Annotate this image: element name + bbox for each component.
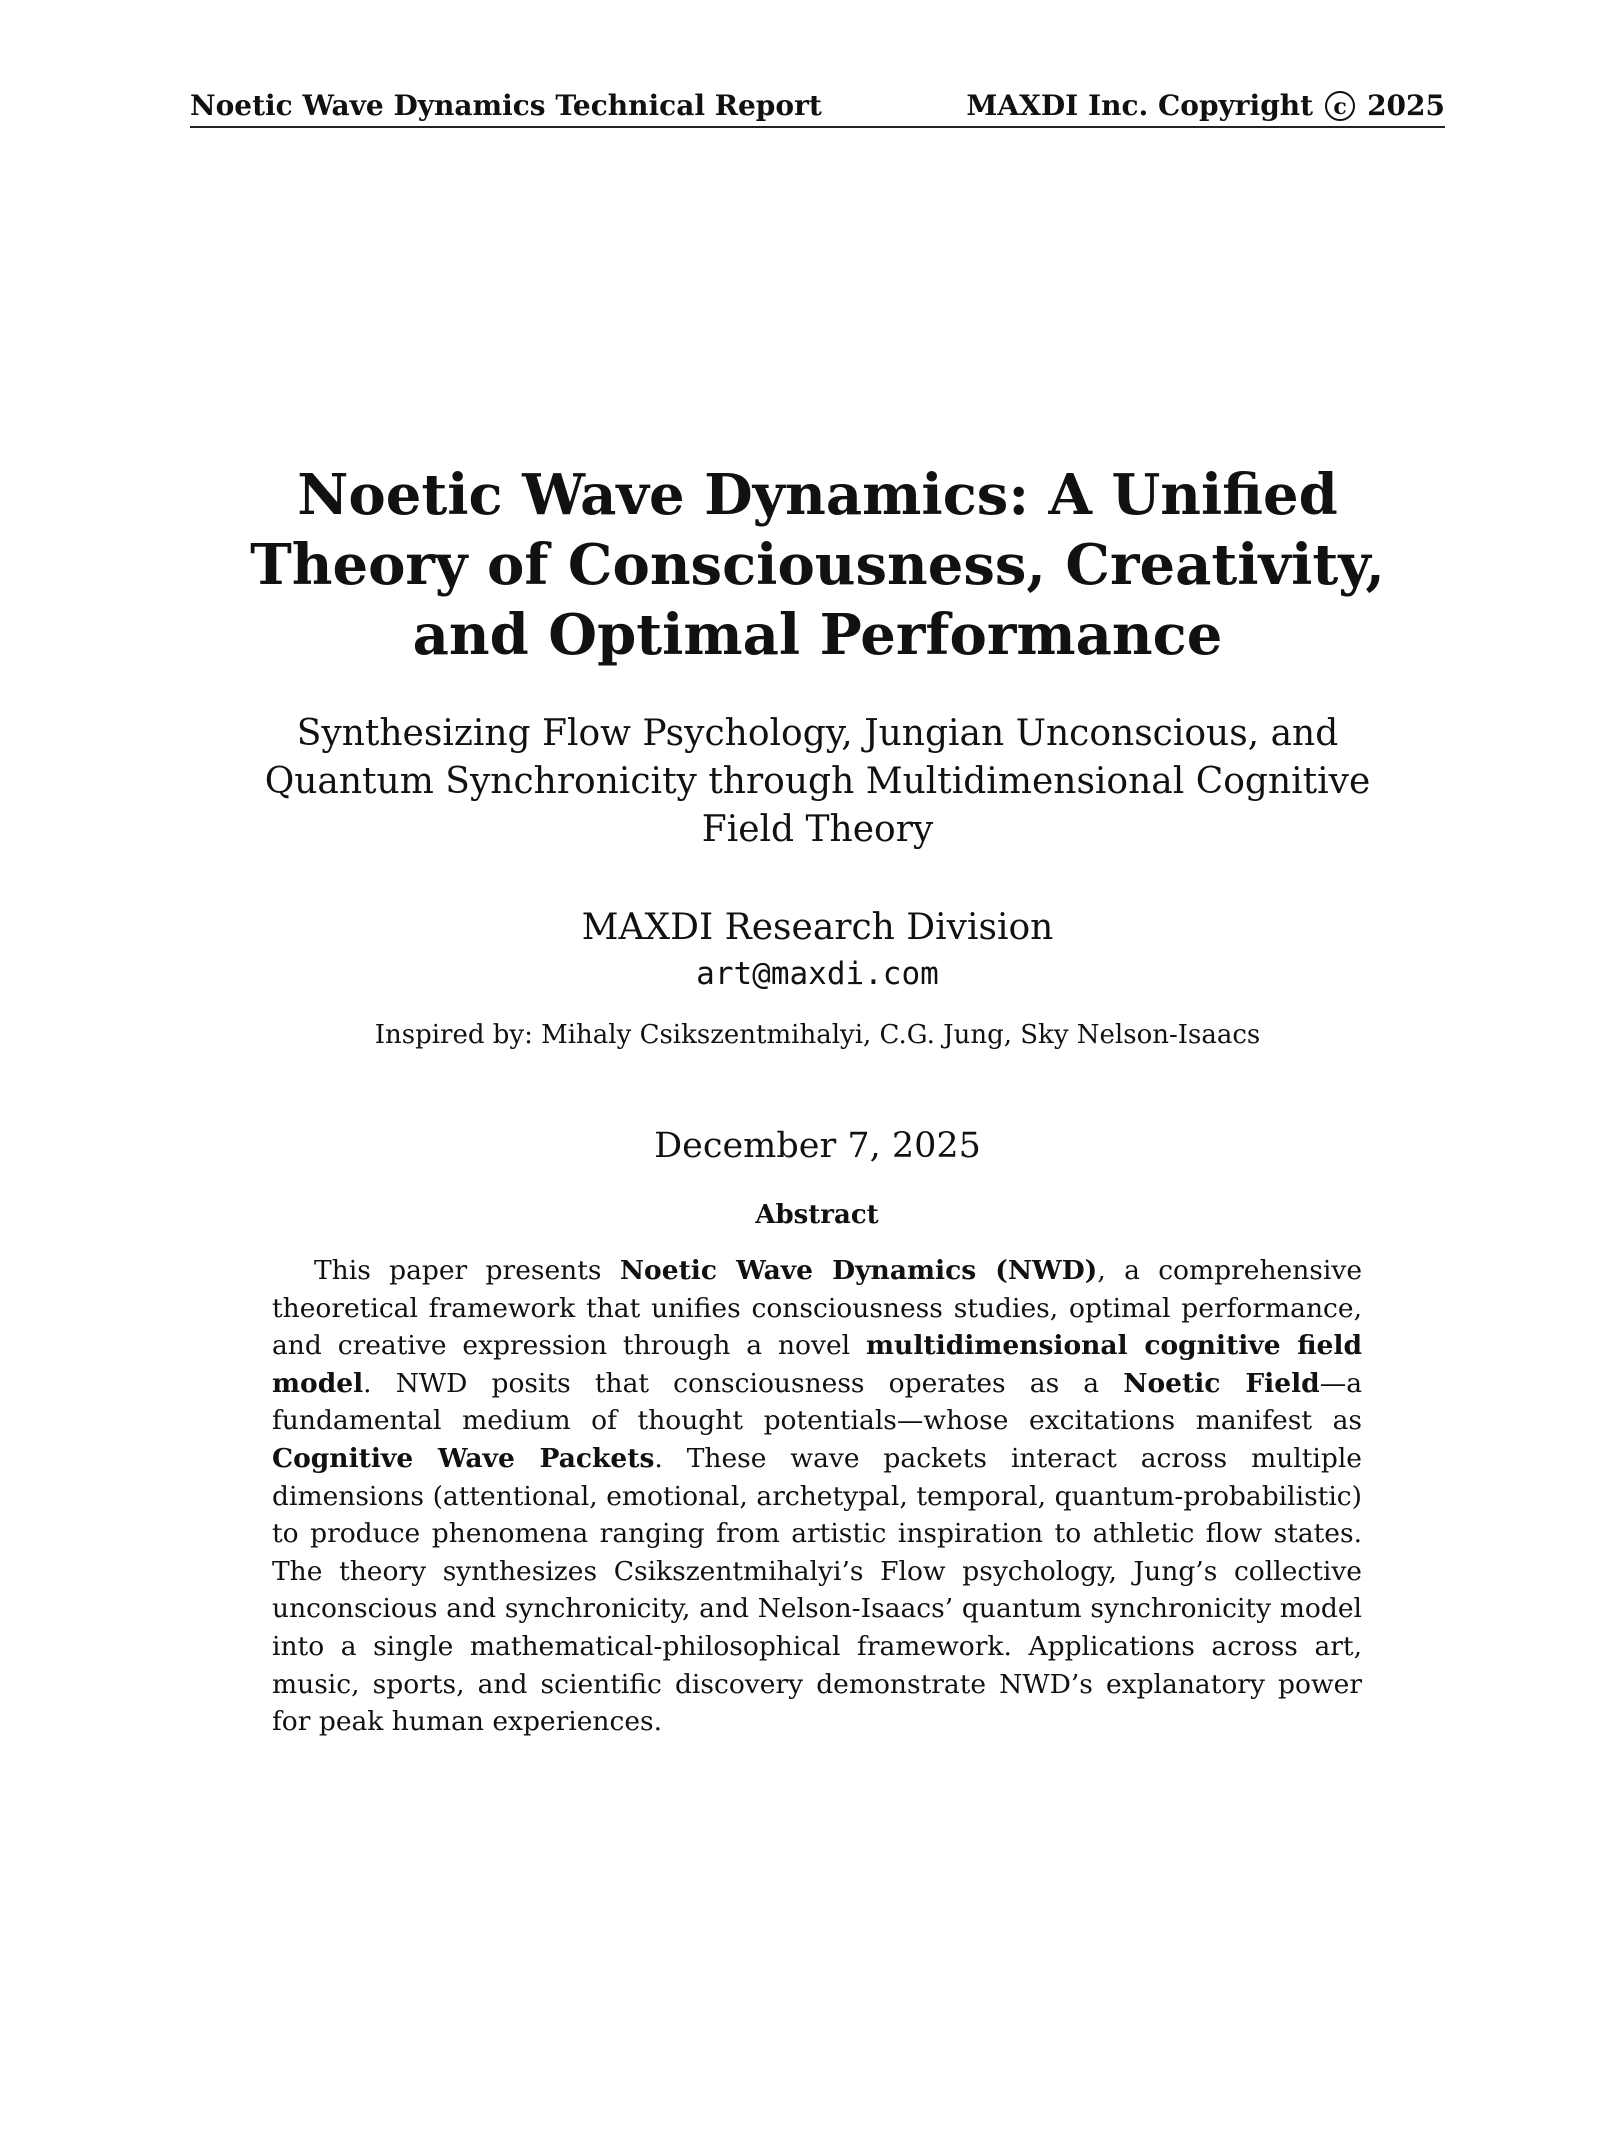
- header-copyright: [966, 90, 1445, 122]
- header-year: 2025: [1367, 89, 1445, 122]
- abstract-text-5: . These wave packets interact across multiple dimensions (attentional, emotional, archetypal, temporal, quantum-probabilistic) to produce phenomena ranging from artistic inspiration to athletic flow states. The theory synthesizes Csikszentmihalyi’s Flow psychology, Jung’s collective unconscious and synchronicity, and Nelson-Isaacs’ quantum synchronicity model into a single mathematical-philosophical framework. Applications across art, music, sports, and scientific discovery demonstrate NWD’s explanatory power for peak human experiences.: [272, 1442, 1362, 1738]
- paper-subtitle: Synthesizing Flow Psychology, Jungian Unconscious, and Quantum Synchronicity through Multidimensional Cognitive Field Theory: [264, 713, 1371, 850]
- abstract-text-1: This paper presents: [314, 1255, 620, 1286]
- running-header: [190, 84, 1445, 128]
- abstract-term-nwd: Noetic Wave Dynamics (NWD): [619, 1255, 1098, 1286]
- abstract-text-4: —a fundamental medium of thought potentials—whose excitations manifest as: [272, 1367, 1362, 1437]
- header-company: MAXDI Inc. Copyright: [966, 89, 1314, 122]
- author: MAXDI Research Division: [581, 907, 1054, 948]
- abstract-text-3: . NWD posits that consciousness operates as a: [363, 1367, 1124, 1399]
- abstract-body: [272, 1252, 1362, 1741]
- abstract-text-2: , a comprehensive theoretical framework that unifies consciousness studies, optimal performance, and creative expression through a novel: [272, 1255, 1362, 1362]
- abstract-heading: Abstract: [755, 1200, 879, 1230]
- abstract: [272, 1198, 1362, 1741]
- paper-title: Noetic Wave Dynamics: A Unified Theory of Consciousness, Creativity, and Optimal Performance: [250, 462, 1385, 668]
- abstract-term-field-model: multidimensional cognitive field model: [272, 1330, 1362, 1399]
- copyright-icon: c: [1325, 91, 1355, 121]
- abstract-term-wave-packets: Cognitive Wave Packets: [272, 1442, 655, 1474]
- title-block: [150, 460, 1485, 1168]
- header-report-title: Noetic Wave Dynamics Technical Report: [190, 89, 822, 122]
- author-email: art@maxdi.com: [696, 956, 939, 992]
- inspired-by: Inspired by: Mihaly Csikszentmihalyi, C.G. Jung, Sky Nelson-Isaacs: [374, 1020, 1261, 1050]
- date: December 7, 2025: [654, 1126, 981, 1166]
- abstract-term-noetic-field: Noetic Field: [1123, 1367, 1320, 1399]
